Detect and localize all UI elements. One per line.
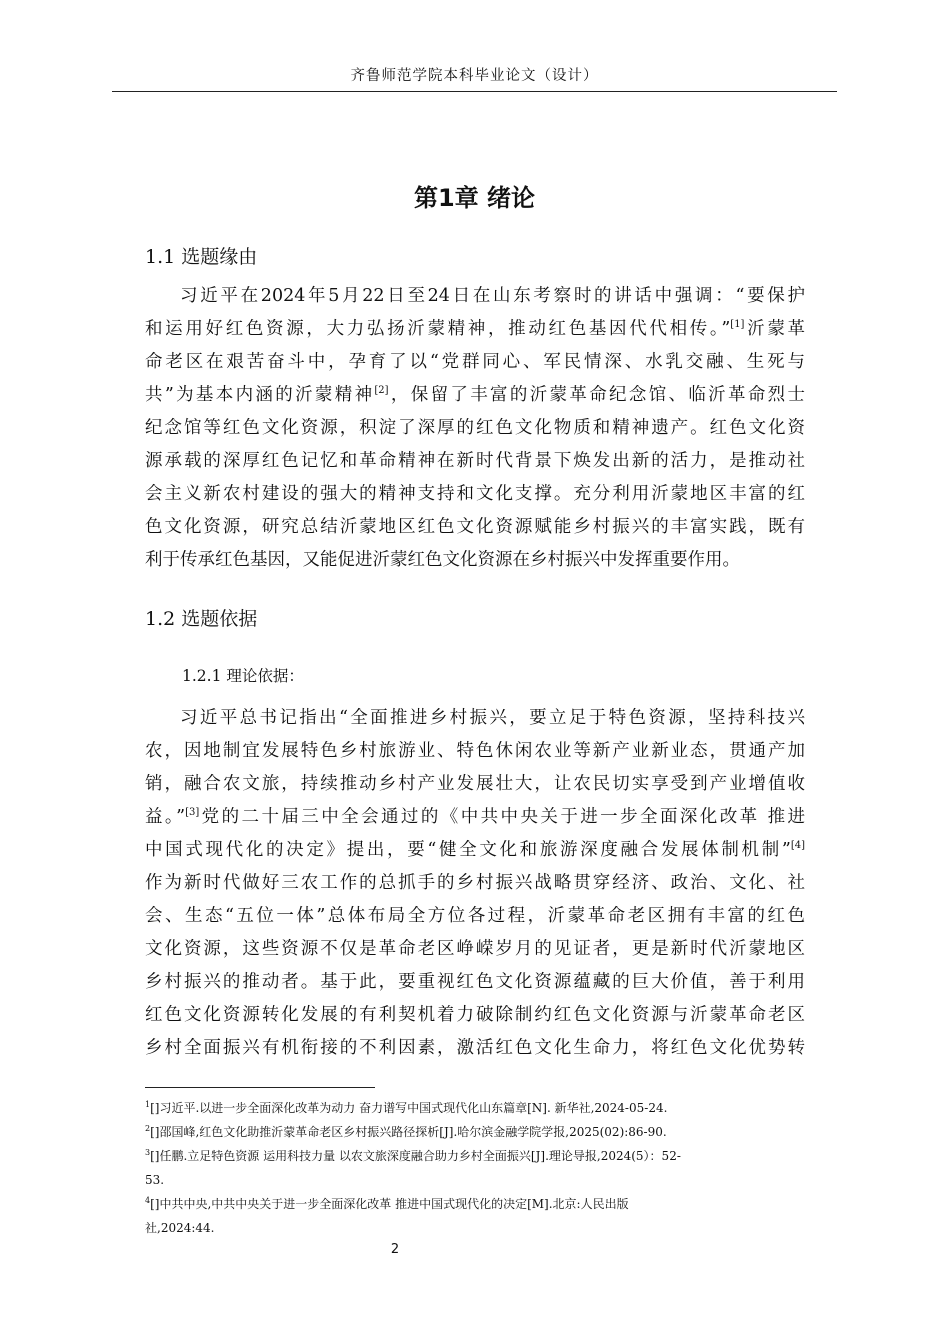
text-line: 红色文化资源转化发展的有利契机着力破除制约红色文化资源与沂蒙革命老区: [145, 1005, 805, 1025]
section-number: 1.1: [145, 246, 176, 268]
text-run: 和运用好红色资源，大力弘扬沂蒙精神，推动红色基因代代相传。”: [145, 319, 731, 339]
text-line: 乡村全面振兴有机衔接的不利因素，激活红色文化生命力，将红色文化优势转: [145, 1038, 805, 1058]
paragraph-reason: [145, 280, 805, 577]
chapter-title: 第1章 绪论: [413, 184, 536, 212]
section-title: 选题依据: [181, 608, 258, 630]
text-line: 农，因地制宜发展特色乡村旅游业、特色休闲农业等新产业新业态，贯通产加: [145, 741, 805, 761]
section-heading-1-2: [145, 604, 257, 631]
section-number: 1.2: [145, 608, 176, 630]
header-rule: [112, 91, 837, 92]
text-line: 习近平在2024年5月22日至24日在山东考察时的讲话中强调：“要保护: [180, 286, 805, 306]
footnote-rule: [145, 1087, 375, 1088]
subsection-title: 理论依据：: [226, 667, 304, 685]
text-line: 源承载的深厚红色记忆和革命精神在新时代背景下焕发出新的活力，是推动社: [145, 451, 805, 471]
text-run: 益。”: [145, 807, 186, 827]
footnote-text: []邵国峰,红色文化助推沂蒙革命老区乡村振兴路径探析[J].哈尔滨金融学院学报,2025(02):86-90.: [150, 1125, 667, 1139]
page-number: 2: [390, 1242, 400, 1257]
text-line: 纪念馆等红色文化资源，积淀了深厚的红色文化物质和精神遗产。红色文化资: [145, 418, 805, 438]
footnote-mark: 1: [145, 1100, 151, 1109]
text-line: 命老区在艰苦奋斗中，孕育了以“党群同心、军民情深、水乳交融、生死与: [145, 352, 805, 372]
section-heading-1-1: [145, 242, 257, 269]
subsection-heading-1-2-1: [182, 664, 304, 686]
footnote-item: [145, 1192, 815, 1216]
page-header: 齐鲁师范学院本科毕业论文（设计）: [350, 68, 599, 84]
text-line: [145, 313, 805, 346]
footnote-text: []中共中央,中共中央关于进一步全面深化改革 推进中国式现代化的决定[M].北京:人民出版: [150, 1197, 629, 1211]
subsection-number: 1.2.1: [182, 667, 222, 685]
text-run: 共”为基本内涵的沂蒙精神: [145, 385, 375, 405]
footnote-item: [145, 1096, 815, 1120]
text-line: 作为新时代做好三农工作的总抓手的乡村振兴战略贯穿经济、政治、文化、社: [145, 873, 805, 893]
text-line: [145, 834, 805, 867]
footnotes: [145, 1096, 815, 1240]
text-line: 色文化资源，研究总结沂蒙地区红色文化资源赋能乡村振兴的丰富实践，既有: [145, 517, 805, 537]
text-line: [145, 379, 805, 412]
text-line: 销，融合农文旅，持续推动乡村产业发展壮大，让农民切实享受到产业增值收: [145, 774, 805, 794]
footnote-text: []习近平.以进一步全面深化改革为动力 奋力谱写中国式现代化山东篇章[N]. 新华社,2024-05-24.: [150, 1101, 668, 1115]
text-line: 文化资源，这些资源不仅是革命老区峥嵘岁月的见证者，更是新时代沂蒙地区: [145, 939, 805, 959]
citation-ref[interactable]: [1]: [730, 319, 745, 330]
text-line: 习近平总书记指出“全面推进乡村振兴，要立足于特色资源，坚持科技兴: [180, 708, 805, 728]
citation-ref[interactable]: [3]: [185, 807, 200, 818]
text-line: [145, 801, 805, 834]
text-line: 利于传承红色基因，又能促进沂蒙红色文化资源在乡村振兴中发挥重要作用。: [145, 550, 740, 570]
text-run: 中国式现代化的决定》提出，要“健全文化和旅游深度融合发展体制机制”: [145, 840, 791, 860]
section-title: 选题缘由: [181, 246, 258, 268]
footnote-mark: 3: [145, 1148, 151, 1157]
footnote-mark: 4: [145, 1196, 151, 1205]
text-run: 党的二十届三中全会通过的《中共中央关于进一步全面深化改革 推进: [199, 807, 805, 827]
text-run: 沂蒙革: [744, 319, 805, 339]
text-line: 乡村振兴的推动者。基于此，要重视红色文化资源蕴藏的巨大价值，善于利用: [145, 972, 805, 992]
text-line: 会主义新农村建设的强大的精神支持和文化支撑。充分利用沂蒙地区丰富的红: [145, 484, 805, 504]
citation-ref[interactable]: [2]: [374, 385, 389, 396]
footnote-item: [145, 1120, 815, 1144]
text-line: 会、生态“五位一体”总体布局全方位各过程，沂蒙革命老区拥有丰富的红色: [145, 906, 805, 926]
footnote-continuation: 53.: [145, 1173, 165, 1187]
footnote-item: [145, 1144, 815, 1168]
footnote-text: []任鹏.立足特色资源 运用科技力量 以农文旅深度融合助力乡村全面振兴[J].理论导报,2024(5）：52-: [150, 1149, 681, 1163]
footnote-continuation: 社,2024:44.: [145, 1221, 215, 1235]
paragraph-basis: [145, 702, 805, 1065]
citation-ref[interactable]: [4]: [790, 840, 805, 851]
footnote-mark: 2: [145, 1124, 151, 1133]
text-run: ，保留了丰富的沂蒙革命纪念馆、临沂革命烈士: [388, 385, 805, 405]
